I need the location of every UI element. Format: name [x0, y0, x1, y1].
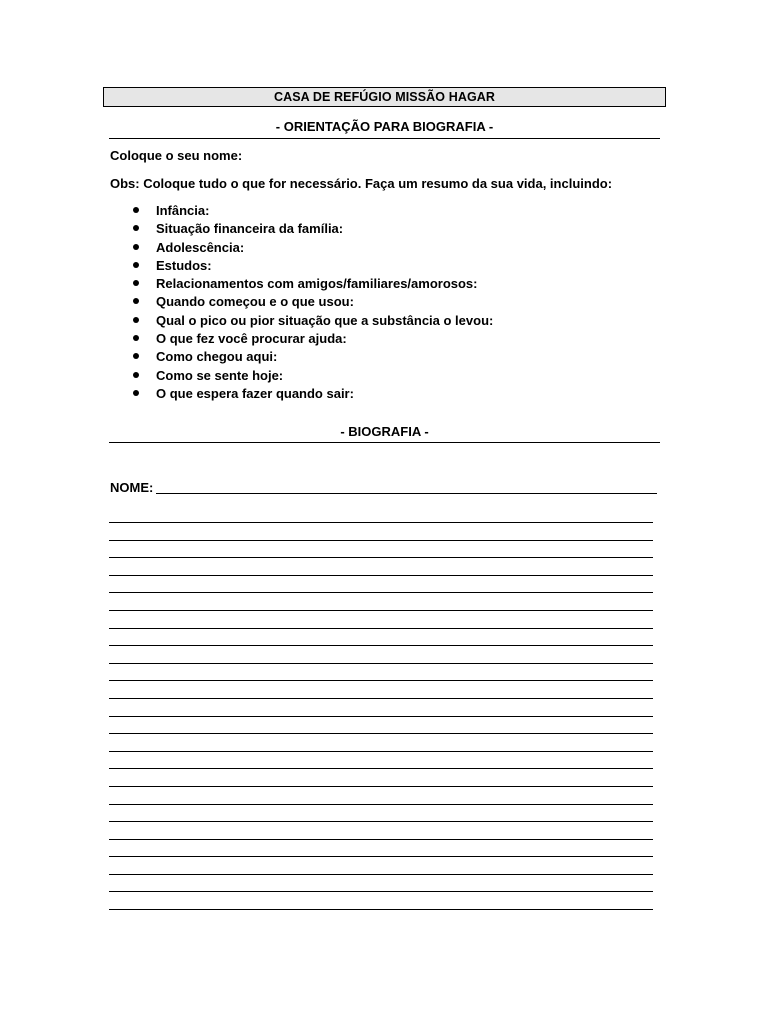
bullet-icon	[133, 280, 139, 286]
blank-write-line[interactable]	[109, 663, 653, 681]
blank-write-line[interactable]	[109, 786, 653, 804]
bullet-icon	[133, 207, 139, 213]
list-item-label: Quando começou e o que usou:	[156, 294, 354, 310]
blank-write-line[interactable]	[109, 768, 653, 786]
blank-write-line[interactable]	[109, 804, 653, 822]
list-item-label: Infância:	[156, 203, 210, 218]
blank-write-line[interactable]	[109, 592, 653, 610]
blank-write-line[interactable]	[109, 909, 653, 927]
bullet-icon	[133, 335, 139, 341]
bullet-icon	[133, 353, 139, 359]
blank-write-line[interactable]	[109, 716, 653, 734]
bullet-icon	[133, 225, 139, 231]
list-item	[110, 258, 493, 276]
blank-write-line[interactable]	[109, 839, 653, 857]
list-item-label: Como chegou aqui:	[156, 349, 278, 365]
blank-write-line[interactable]	[109, 522, 653, 540]
blank-write-line[interactable]	[109, 698, 653, 716]
blank-write-line[interactable]	[109, 891, 653, 909]
orientation-list	[110, 203, 493, 404]
list-item	[110, 313, 493, 331]
header-title: CASA DE REFÚGIO MISSÃO HAGAR	[103, 87, 666, 107]
blank-write-line[interactable]	[109, 733, 653, 751]
list-item	[110, 221, 493, 239]
bullet-icon	[133, 262, 139, 268]
list-item-label: Como se sente hoje:	[156, 367, 284, 383]
bullet-icon	[133, 372, 139, 378]
list-item-label: Adolescência:	[156, 239, 245, 255]
biography-title: - BIOGRAFIA -	[340, 424, 429, 439]
bullet-icon	[133, 317, 139, 323]
orientation-divider	[109, 138, 660, 139]
bullet-icon	[133, 244, 139, 250]
blank-write-line[interactable]	[109, 540, 653, 558]
blank-write-line[interactable]	[109, 575, 653, 593]
list-item	[110, 240, 493, 258]
bullet-icon	[133, 390, 139, 396]
observation-text: Obs: Coloque tudo o que for necessário. Faça um resumo da sua vida, incluindo:	[110, 176, 613, 191]
name-label: NOME:	[110, 480, 154, 495]
blank-write-line[interactable]	[109, 628, 653, 646]
blank-write-line[interactable]	[109, 751, 653, 769]
blank-write-line[interactable]	[109, 557, 653, 575]
list-item-label: Relacionamentos com amigos/familiares/amorosos:	[156, 276, 478, 292]
list-item	[110, 294, 493, 312]
list-item	[110, 331, 493, 349]
list-item	[110, 276, 493, 294]
blank-write-line[interactable]	[109, 856, 653, 874]
list-item	[110, 368, 493, 386]
bullet-icon	[133, 298, 139, 304]
list-item-label: Qual o pico ou pior situação que a substância o levou:	[156, 312, 494, 328]
list-item	[110, 386, 493, 404]
list-item	[110, 203, 493, 221]
list-item	[110, 349, 493, 367]
biography-divider	[109, 442, 660, 443]
blank-write-line[interactable]	[109, 610, 653, 628]
list-item-label: O que fez você procurar ajuda:	[156, 331, 347, 347]
blank-write-line[interactable]	[109, 821, 653, 839]
list-item-label: O que espera fazer quando sair:	[156, 385, 354, 401]
orientation-title: - ORIENTAÇÃO PARA BIOGRAFIA -	[275, 119, 494, 134]
blank-write-line[interactable]	[109, 680, 653, 698]
blank-write-line[interactable]	[109, 874, 653, 892]
name-write-line[interactable]	[156, 493, 657, 494]
name-prompt: Coloque o seu nome:	[110, 148, 243, 163]
writing-area[interactable]	[109, 522, 653, 927]
list-item-label: Estudos:	[156, 257, 212, 273]
list-item-label: Situação financeira da família:	[156, 221, 344, 237]
blank-write-line[interactable]	[109, 645, 653, 663]
